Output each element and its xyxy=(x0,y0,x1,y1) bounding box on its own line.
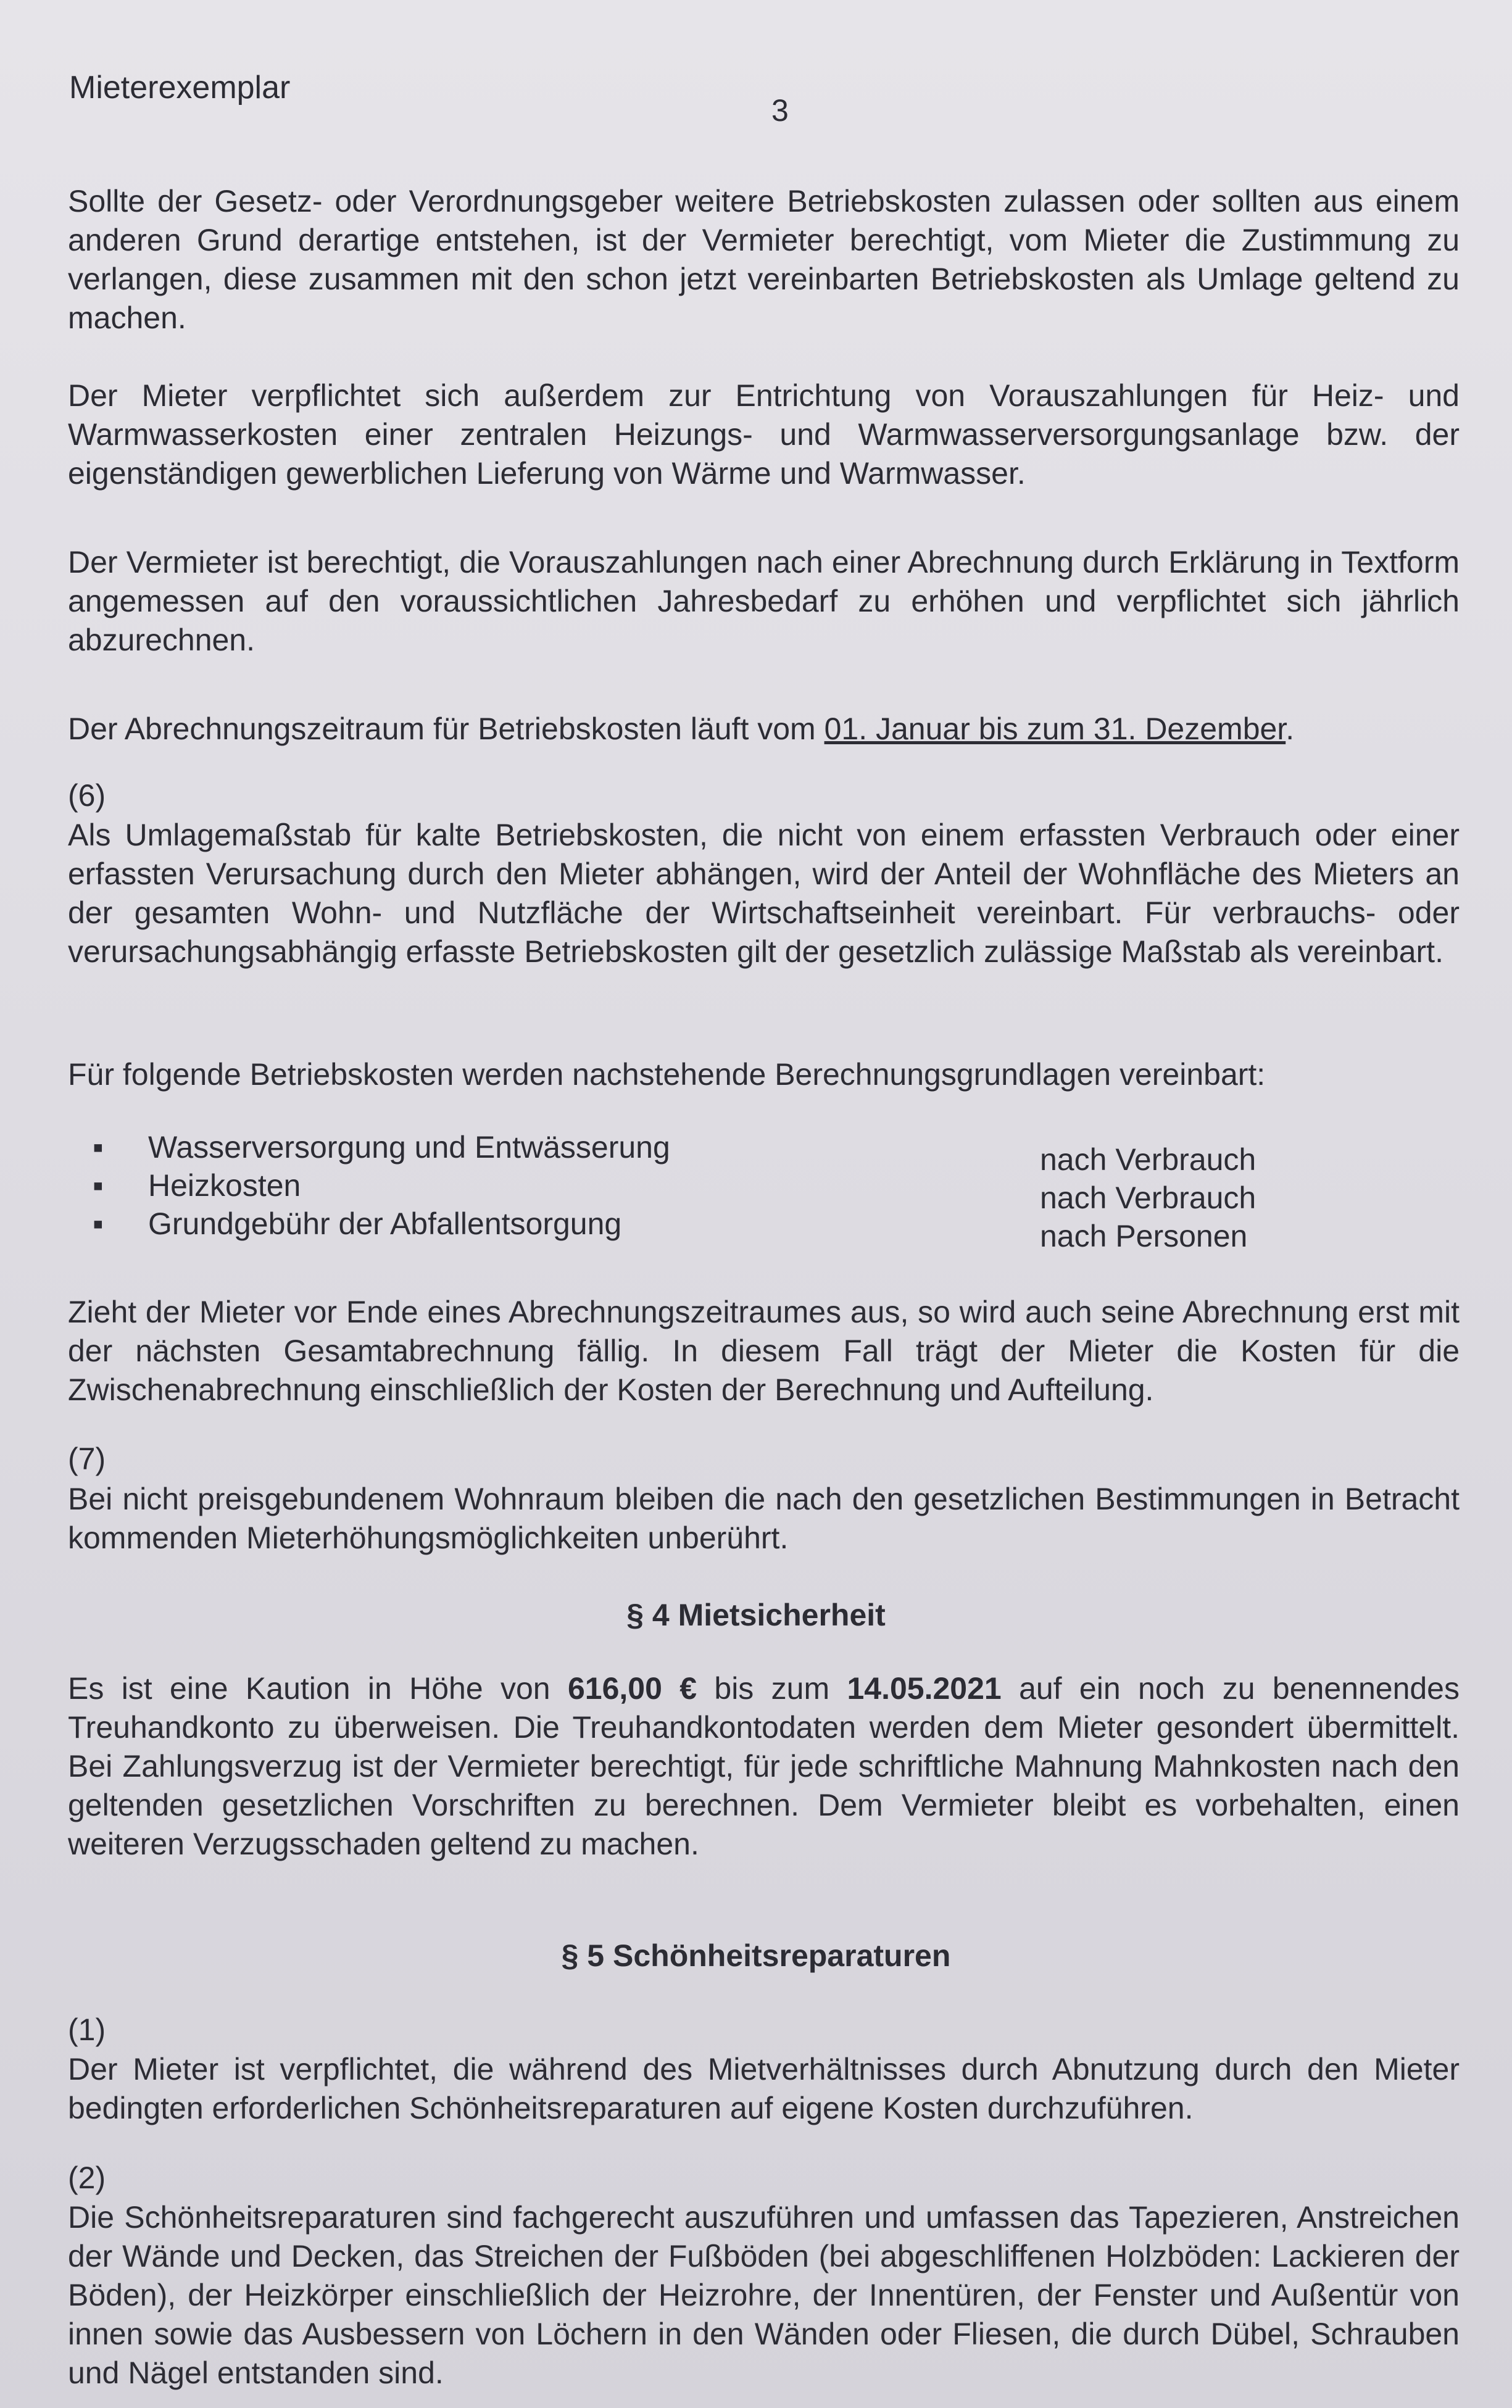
list-item xyxy=(93,1129,1284,1177)
paragraph-allocation-key: Als Umlagemaßstab für kalte Betriebskosten, die nicht von einem erfassten Verbrauch oder einer erfassten Verursachung durch den Mieter abhängen, wird der Anteil der Wohnfläche des Mieters an der gesamten Wohn- und Nutzfläche der Wirtschaftseinheit vereinbart. Für verbrauchs- oder verursachungsabhängig erfasste Betriebskosten gilt der gesetzlich zulässige Maßstab als vereinbart. xyxy=(68,818,1460,969)
paragraph-early-move-out: Zieht der Mieter vor Ende eines Abrechnungszeitraumes aus, so wird auch seine Abrechnung erst mit der nächsten Gesamtabrechnung fällig. In diesem Fall trägt der Mieter die Kosten für die Zwischenabrechnung einschließlich der Kosten der Berechnung und Aufteilung. xyxy=(68,1295,1460,1407)
deposit-due-date: 14.05.2021 xyxy=(847,1671,1002,1706)
deposit-text-a: Es ist eine Kaution in Höhe von xyxy=(68,1671,568,1706)
deposit-text-c: auf ein noch zu benennendes Treuhandkonto zu überweisen. Die Treuhandkontodaten werden dem Mieter gesondert übermittelt. Bei Zahlungsverzug ist der Vermieter berechtigt, für jede schriftliche Mahnung Mahnkosten nach den geltenden gesetzlichen Vorschriften zu berechnen. Dem Vermieter bleibt es vorbehalten, einen weiteren Verzugsschaden geltend zu machen. xyxy=(68,1671,1460,1861)
billing-period-dates: 01. Januar bis zum 31. Dezember xyxy=(824,712,1286,746)
paragraph-repair-scope: Die Schönheitsreparaturen sind fachgerecht auszuführen und umfassen das Tapezieren, Anstreichen der Wände und Decken, das Streichen der Fußböden (bei abgeschliffenen Holzböden: Lackieren der Böden), der Heizkörper einschließlich der Heizrohre, der Innentüren, der Fenster und Außentür von innen sowie das Ausbessern von Löchern in den Wänden oder Fliesen, die durch Dübel, Schrauben und Nägel entstanden sind. xyxy=(68,2200,1460,2390)
clause-number-1: (1) xyxy=(68,2012,106,2047)
paragraph-heating-prepayments: Der Mieter verpflichtet sich außerdem zur Entrichtung von Vorauszahlungen für Heiz- und Warmwasserkosten einer zentralen Heizungs- und Warmwasserversorgungsanlage bzw. der eigenständigen gewerblichen Lieferung von Wärme und Warmwasser. xyxy=(68,378,1460,491)
section-heading-decorative-repairs: § 5 Schönheitsreparaturen xyxy=(561,1938,951,1973)
cost-type: Grundgebühr der Abfallentsorgung xyxy=(148,1206,622,1241)
paragraph-rent-increase: Bei nicht preisgebundenem Wohnraum bleiben die nach den gesetzlichen Bestimmungen in Betracht kommenden Mieterhöhungsmöglichkeiten unberührt. xyxy=(68,1482,1460,1555)
calculation-basis: nach Verbrauch xyxy=(1040,1181,1257,1215)
paragraph-prepayment-adjustment: Der Vermieter ist berechtigt, die Vorauszahlungen nach einer Abrechnung durch Erklärung in Textform angemessen auf den voraussichtlichen Jahresbedarf zu erhöhen und verpflichtet sich jährlich abzurechnen. xyxy=(68,545,1460,657)
cost-type: Wasserversorgung und Entwässerung xyxy=(148,1130,670,1165)
paragraph-calculation-basis-intro: Für folgende Betriebskosten werden nachstehende Berechnungsgrundlagen vereinbart: xyxy=(68,1057,1266,1092)
bullet-icon: ▪ xyxy=(93,1206,104,1241)
billing-period-suffix: . xyxy=(1286,712,1295,746)
bullet-icon: ▪ xyxy=(93,1168,104,1203)
paragraph-additional-costs: Sollte der Gesetz- oder Verordnungsgeber weitere Betriebskosten zulassen oder sollten aus einem anderen Grund derartige entstehen, ist der Vermieter berechtigt, vom Mieter die Zustimmung zu verlangen, diese zusammen mit den schon jetzt vereinbarten Betriebskosten als Umlage geltend zu machen. xyxy=(68,184,1460,335)
paragraph-billing-period xyxy=(68,710,1460,749)
copy-label: Mieterexemplar xyxy=(69,70,291,106)
bullet-icon: ▪ xyxy=(93,1130,104,1165)
calculation-basis: nach Verbrauch xyxy=(1040,1142,1257,1177)
clause-number-6: (6) xyxy=(68,778,106,813)
paragraph-security-deposit xyxy=(68,1669,1460,1864)
deposit-amount: 616,00 € xyxy=(567,1671,697,1706)
section-heading-security-deposit: § 4 Mietsicherheit xyxy=(626,1598,886,1632)
list-item xyxy=(93,1168,1284,1215)
billing-period-prefix: Der Abrechnungszeitraum für Betriebskosten läuft vom xyxy=(68,712,825,746)
paragraph-repair-obligation: Der Mieter ist verpflichtet, die während des Mietverhältnisses durch Abnutzung durch den Mieter bedingten erforderlichen Schönheitsreparaturen auf eigene Kosten durchzuführen. xyxy=(68,2052,1460,2125)
clause-number-2: (2) xyxy=(68,2161,106,2195)
clause-number-7: (7) xyxy=(68,1442,106,1476)
cost-type: Heizkosten xyxy=(148,1168,301,1203)
page-number: 3 xyxy=(771,93,789,128)
list-item xyxy=(93,1206,1284,1253)
deposit-text-b: bis zum xyxy=(697,1671,847,1706)
calculation-basis: nach Personen xyxy=(1040,1219,1248,1253)
